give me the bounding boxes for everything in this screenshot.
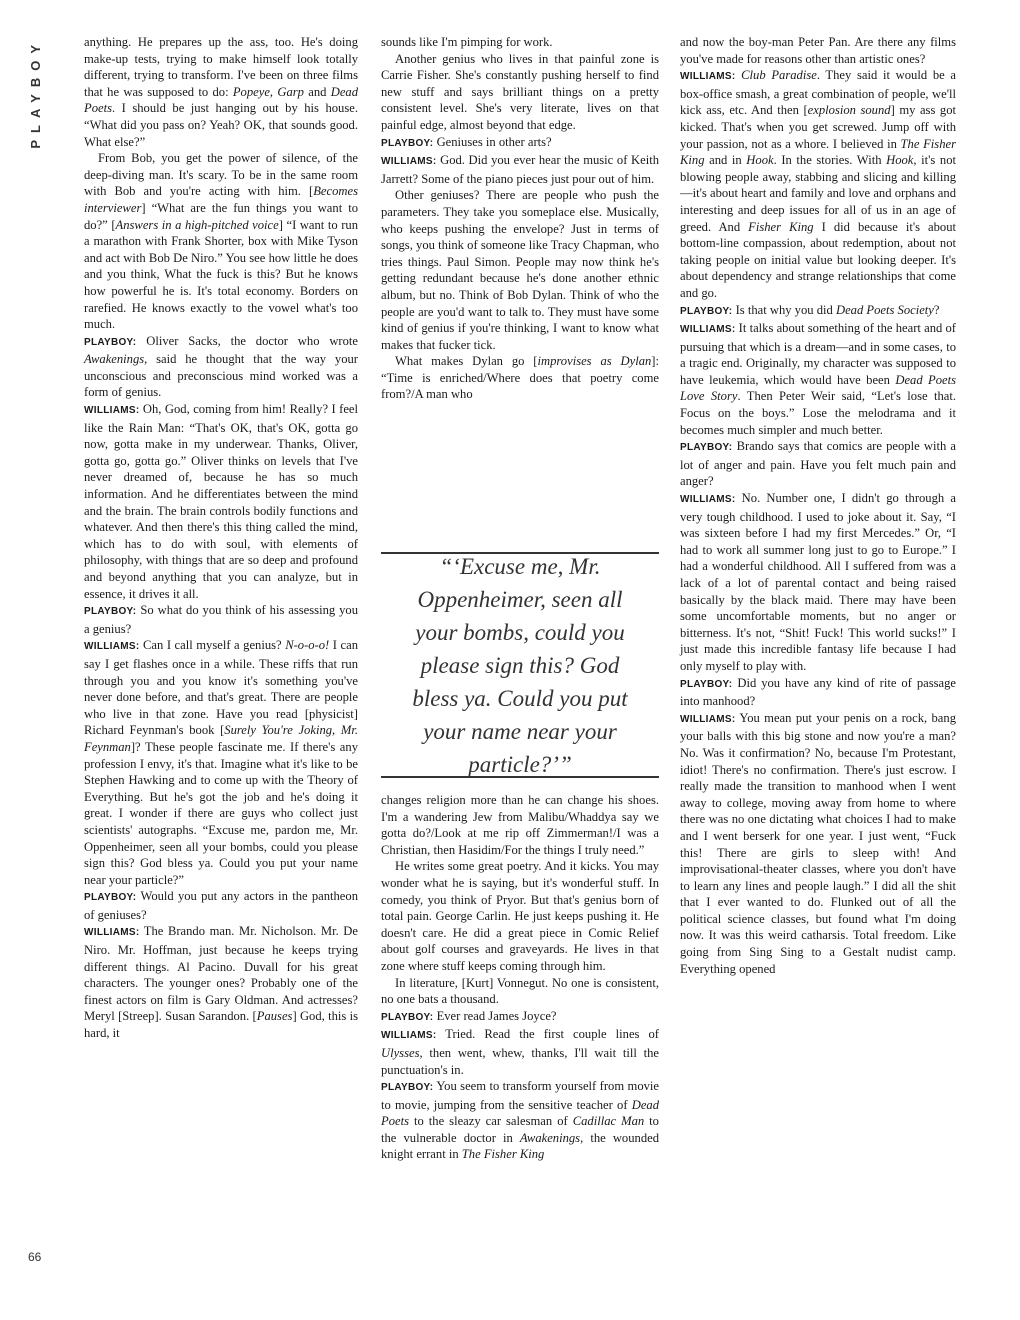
question-paragraph: PLAYBOY: Brando says that comics are people with a lot of anger and pain. Have you felt much pain and anger? (680, 439, 956, 489)
text-column-2-top (381, 34, 659, 403)
answer-paragraph: WILLIAMS: Can I call myself a genius? N-o-o-o! I can say I get flashes once in a while. These riffs that run through you and you know it's something you've never done before, and that's great. There are people who live in that zone. Have you read [physicist] Richard Feynman's book [Surely You're Joking, Mr. Feynman]? These people fascinate me. If there's any profession I envy, it's that. Imagine what it's like to be Stephen Hawking and to come up with the Theory of Everything. But he's got the job and he's doing it great. I wonder if there are guys who collect just scientists' autographs. “Excuse me, pardon me, Mr. Oppenheimer, seen all your bombs, could you please sign this? God bless ya. Could you put your name near your particle?” (84, 638, 358, 887)
answer-paragraph: WILLIAMS: No. Number one, I didn't go through a very tough childhood. I used to joke about it. Say, “I was sixteen before I had my first Mercedes.” Or, “I had to work all summer long just to go to Europe.” I had a wonderful childhood. All I suffered from was a lack of a lot of parental contact and being raised basically by the black maid. There may have been some uncomfortable moments, but no anger or bitterness. It's not, “Shit! Fuck! This world sucks!” I just made this incredible fantasy life because I had only myself to play with. (680, 491, 956, 673)
answer-paragraph: WILLIAMS: Club Paradise. They said it would be a box-office smash, a great combination of people, we'll kick ass, etc. And then [explosion sound] my ass got kicked. That's when you get screwed. Jump off with your passion, not as a whore. I believed in The Fisher King and in Hook. In the stories. With Hook, it's not blowing people away, stabbing and slicing and killing—it's about heart and family and love and orphans and interesting and deep issues for all of us in an age of greed. And Fisher King I did because it's about bottom-line compassion, about redemption, about not taking people on initial value but looking deeper. It's about dependency and strange relationships that come and go. (680, 68, 957, 300)
paragraph: and now the boy-man Peter Pan. Are there any films you've made for reasons other than artistic ones? (680, 35, 956, 66)
paragraph: From Bob, you get the power of silence, of the deep-diving man. It's scary. To be in the same room with Bob and you're acting with him. [Becomes interviewer] “What are the fun things you want to do?” [Answers in a high-pitched voice] “I want to run a marathon with Frank Shorter, box with Mike Tyson and act with Bob De Niro.” You see how little he does and you think, What the fuck is this? But he knows how powerful he is. It's total economy. Borders on rarefied. He knows exactly to the vowel what's too much. (84, 151, 358, 332)
speaker-label: WILLIAMS: (680, 713, 736, 725)
question-paragraph: PLAYBOY: Geniuses in other arts? (381, 134, 552, 149)
speaker-label: WILLIAMS: (381, 156, 437, 168)
answer-paragraph: WILLIAMS: Oh, God, coming from him! Really? I feel like the Rain Man: “That's OK, that's OK, gotta go now, gotta make in my underwear. Thanks, Oliver, gotta go, gotta go.” Oliver thinks on levels that I've never dreamed of, because he has so much information. And he differentiates between the mind and the brain. The brain controls bodily functions and whatever. And then there's this thing called the mind, which has to do with soul, with elements of philosophy, with things that are so deep and profound and beyond anything that you can analyze, but in essence, it drives it all. (84, 402, 358, 601)
text-column-1 (84, 34, 358, 1042)
speaker-label: WILLIAMS: (84, 641, 140, 653)
speaker-label: PLAYBOY: (680, 678, 733, 690)
speaker-label: PLAYBOY: (84, 606, 137, 618)
speaker-label: WILLIAMS: (84, 927, 140, 939)
pull-quote (381, 552, 659, 778)
answer-paragraph: WILLIAMS: God. Did you ever hear the music of Keith Jarrett? Some of the piano pieces just pour out of him. (381, 153, 659, 186)
speaker-label: WILLIAMS: (680, 324, 736, 336)
question-paragraph: PLAYBOY: Oliver Sacks, the doctor who wrote Awakenings, said he thought that the way your unconscious and preconscious mind worked was a form of genius. (84, 333, 358, 400)
answer-paragraph: WILLIAMS: The Brando man. Mr. Nicholson. Mr. De Niro. Mr. Hoffman, just because he keeps trying different things. Al Pacino. Duvall for his great characters. The younger ones? Probably one of the finest actors on film is Gary Oldman. And actresses? Meryl [Streep]. Susan Sarandon. [Pauses] God, this is hard, it (84, 924, 359, 1041)
text-column-3 (680, 34, 956, 977)
speaker-label: PLAYBOY: (381, 137, 434, 149)
question-paragraph: PLAYBOY: Would you put any actors in the pantheon of geniuses? (84, 889, 358, 922)
paragraph: He writes some great poetry. And it kicks. You may wonder what he is saying, but it's wonderful stuff. In comedy, you think of Pryor. But that's genius born of total pain. George Carlin. He just keeps pushing it. He doesn't care. He did a great piece in Comic Relief about golf courses and graveyards. He lives in that zone where stuff keeps coming through him. (381, 859, 659, 973)
answer-paragraph: WILLIAMS: It talks about something of the heart and of pursuing that which is a dream—and in some cases, to a tragic end. Originally, my character was supposed to have leukemia, which would have been Dead Poets Love Story. Then Peter Weir said, “Let's lose that. Focus on the boys.” Lose the melodrama and it becomes much simpler and much better. (680, 321, 957, 437)
answer-paragraph: WILLIAMS: You mean put your penis on a rock, bang your balls with this big stone and now you're a man? No. Was it confirmation? No, because I'm Protestant, idiot! There's no confirmation. There's just escrow. I really made the transition to manhood when I went away to college, moving away from home to where there was no one dictating what choices I had to make and I went berserk for one year. I just went, “Fuck this! There are girls to sleep with! And improvisational-theater classes, where you don't have to learn any lines and people laugh.” I did all the shit that I ever wanted to do. Flunked out of all the political science classes, but found what I'm doing now. It was this weird catharsis. Total freedom. Like going from Sing Sing to a Gestalt nudist camp. Everything opened (680, 710, 956, 976)
answer-paragraph: WILLIAMS: Tried. Read the first couple lines of Ulysses, then went, whew, thanks, I'll wait till the punctuation's in. (381, 1027, 659, 1077)
speaker-label: PLAYBOY: (381, 1011, 434, 1023)
paragraph: Another genius who lives in that painful zone is Carrie Fisher. She's constantly pushing herself to find new stuff and says brilliant things on a pretty consistent level. She's very literate, lives on that painful edge, almost beyond that edge. (381, 51, 659, 132)
question-paragraph: PLAYBOY: You seem to transform yourself from movie to movie, jumping from the sensitive teacher of Dead Poets to the sleazy car salesman of Cadillac Man to the vulnerable doctor in Awakenings, the wounded knight errant in The Fisher King (381, 1079, 659, 1162)
paragraph: What makes Dylan go [improvises as Dylan]: “Time is enriched/Where does that poetry come from?/A man who (381, 354, 659, 402)
question-paragraph: PLAYBOY: Did you have any kind of rite of passage into manhood? (680, 675, 956, 709)
speaker-label: PLAYBOY: (84, 892, 137, 904)
magazine-name-vertical: PLAYBOY (28, 38, 43, 149)
paragraph: In literature, [Kurt] Vonnegut. No one is consistent, no one bats a thousand. (381, 975, 659, 1007)
speaker-label: WILLIAMS: (680, 494, 736, 506)
paragraph: changes religion more than he can change his shoes. I'm a wandering Jew from Malibu/Whaddya say we gotta do?/Look at me rip off Zimmerman!/I was a Christian, then Hasidim/For the things I truly need.” (381, 793, 659, 857)
question-paragraph: PLAYBOY: Is that why you did Dead Poets Society? (680, 302, 940, 317)
speaker-label: PLAYBOY: (381, 1082, 434, 1094)
page-number: 66 (28, 1250, 42, 1264)
speaker-label: WILLIAMS: (84, 405, 140, 417)
question-paragraph: PLAYBOY: Ever read James Joyce? (381, 1008, 557, 1023)
speaker-label: PLAYBOY: (680, 442, 733, 454)
question-paragraph: PLAYBOY: So what do you think of his assessing you a genius? (84, 603, 358, 636)
speaker-label: WILLIAMS: (680, 71, 736, 83)
paragraph: anything. He prepares up the ass, too. He's doing make-up tests, trying to make himself look totally different, trying to transform. I've been on three films that he was supposed to do: Popeye, Garp and Dead Poets. I should be just hanging out by his house. “What did you pass on? Yeah? OK, that sounds good. What else?” (84, 35, 358, 149)
speaker-label: PLAYBOY: (680, 305, 733, 317)
text-column-2-bottom (381, 792, 659, 1163)
paragraph: sounds like I'm pimping for work. (381, 35, 553, 49)
paragraph: Other geniuses? There are people who push the parameters. They take you someplace else. Musically, who keeps pushing the envelope? Just in terms of songs, you think of someone like Tracy Chapman, who tries things. Paul Simon. People may now think he's getting redundant because he's done another ethnic album, but no. Think of Bob Dylan. Think of who the people are you'd want to talk to. They must have some kind of genius if you're thinking, I want to know what makes that fucker tick. (381, 188, 659, 352)
pull-quote-text: “‘Excuse me, Mr. Oppenheimer, seen all your bombs, could you please sign this? God bless ya. Could you put your name near your particle?’” (412, 553, 628, 777)
speaker-label: PLAYBOY: (84, 336, 137, 348)
speaker-label: WILLIAMS: (381, 1030, 437, 1042)
